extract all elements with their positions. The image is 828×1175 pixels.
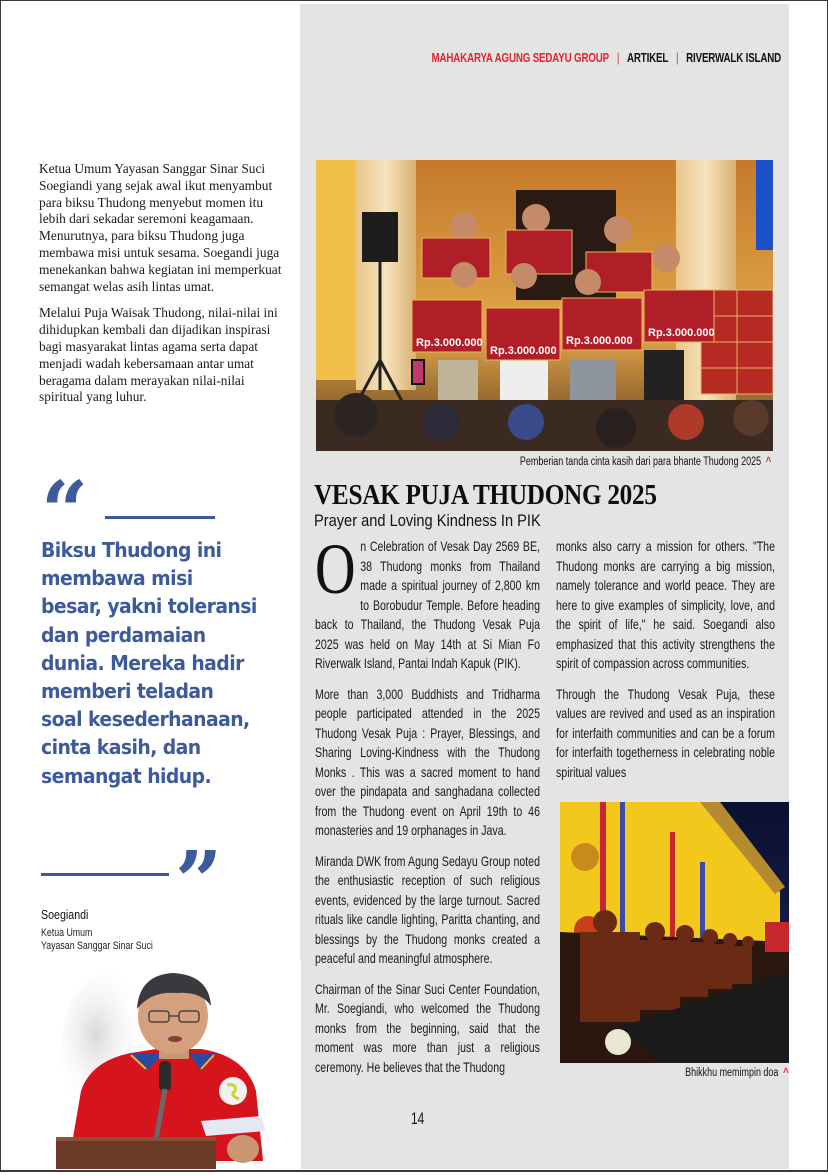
header-location: RIVERWALK ISLAND: [686, 51, 781, 65]
quote-attribution-name: Soegiandi: [41, 907, 89, 922]
article-column-2: [556, 537, 775, 793]
speaker-illustration: [51, 961, 301, 1169]
quote-attribution-role: [41, 927, 153, 953]
caret-up-icon: ^: [783, 1065, 789, 1079]
article-paragraph: Through the Thudong Vesak Puja, these values are revived and used as an inspiration for interfaith communities and can be a forum for interfaith togetherness in celebrating noble spiritual values: [556, 686, 775, 780]
drop-cap: O: [315, 529, 356, 609]
header-separator: |: [616, 51, 620, 65]
article-title: VESAK PUJA THUDONG 2025: [314, 480, 657, 511]
article-paragraph: [315, 529, 540, 674]
header-separator: |: [675, 51, 679, 65]
svg-text:Rp.3.000.000: Rp.3.000.000: [490, 345, 557, 357]
article-paragraph: Chairman of the Sinar Suci Center Foundation, Mr. Soegiandi, who welcomed the Thudong monks from the beginning, said that the moment was more than just a religious ceremony. He believes that the Thudong: [315, 981, 540, 1075]
ceremony-illustration: [316, 160, 773, 451]
caption-text: Pemberian tanda cinta kasih dari para bhante Thudong 2025: [519, 456, 761, 468]
donation-ceremony-photo: [316, 160, 773, 451]
role-line: Yayasan Sanggar Sinar Suci: [41, 940, 153, 952]
quote-rule-bottom: [41, 873, 169, 876]
board-amount: Rp.3.000.000: [416, 337, 483, 349]
monks-illustration: [560, 802, 789, 1063]
close-quote-icon: ”: [175, 834, 223, 930]
main-photo-caption: [520, 454, 771, 468]
svg-text:Rp.3.000.000: Rp.3.000.000: [566, 335, 633, 347]
page-number: 14: [411, 1109, 425, 1128]
left-paragraph: Melalui Puja Waisak Thudong, nilai-nilai ini dihidupkan kembali dan dijadikan inspirasi bagi masyarakat lintas agama serta dapat menjadi wadah kebersamaan antar umat beragama dalam merayakan nilai-nilai spiritual yang luhur.: [39, 305, 278, 405]
monks-praying-photo: [560, 802, 789, 1063]
article-paragraph: More than 3,000 Buddhists and Tridharma people participated attended in the 2025 Thudong Vesak Puja : Prayer, Blessings, and Sharing Loving-Kindness with the Thudong Monks . This was a sacred moment to hand over the pindapata and sanghadana collected from the Thudong event on April 19th to 46 monasteries and 19 orphanages in Java.: [315, 686, 540, 838]
article-subtitle: Prayer and Loving Kindness In PIK: [314, 511, 541, 530]
monks-photo-caption: [686, 1065, 789, 1079]
article-paragraph: monks also carry a mission for others. "The Thudong monks are carrying a big mission, namely tolerance and world peace. They are here to give examples of simplicity, love, and the spirit of life," he said. Soegandi also emphasized that this activity strengthens the spirit of compassion across communities.: [556, 539, 775, 671]
open-quote-icon: “: [41, 464, 89, 560]
speaker-photo: [51, 961, 301, 1169]
left-column-text: [39, 161, 289, 416]
caret-up-icon: ^: [765, 454, 771, 468]
role-line: Ketua Umum: [41, 927, 93, 939]
article-paragraph: Miranda DWK from Agung Sedayu Group noted the enthusiastic reception of such religious events, evidenced by the large turnout. Sacred rituals like candle lighting, Paritta chanting, and blessings by the Thudong monks created a peaceful and meaningful atmosphere.: [315, 853, 540, 966]
header-section: ARTIKEL: [627, 51, 669, 65]
left-paragraph: Ketua Umum Yayasan Sanggar Sinar Suci Soegiandi yang sejak awal ikut menyambut para biksu Thudong menyebut momen itu lebih dari sekadar seremoni keagamaan. Menurutnya, para biksu Thudong juga membawa misi untuk sesama. Soegandi juga menekankan bahwa kegiatan ini memperkuat semangat welas asih lintas umat.: [39, 161, 282, 294]
header-brand: MAHAKARYA AGUNG SEDAYU GROUP: [431, 51, 610, 65]
paragraph-text: n Celebration of Vesak Day 2569 BE, 38 Thudong monks from Thailand made a spiritual journey of 2,800 km to Borobudur Temple. Before heading back to Thailand, the Thudong Vesak Puja 2025 was held on May 14th at Si Mian Fo Riverwalk Island, Pantai Indah Kapuk (PIK).: [315, 539, 540, 671]
page-header: [432, 51, 781, 65]
pull-quote-text: Biksu Thudong ini membawa misi besar, yakni toleransi dan perdamaian dunia. Mereka hadir memberi teladan soal kesederhanaan, cinta kasih, dan semangat hidup.: [41, 538, 257, 788]
article-column-1: [315, 529, 540, 1088]
quote-rule-top: [105, 516, 215, 519]
svg-text:Rp.3.000.000: Rp.3.000.000: [648, 327, 715, 339]
caption-text: Bhikkhu memimpin doa: [685, 1067, 779, 1079]
